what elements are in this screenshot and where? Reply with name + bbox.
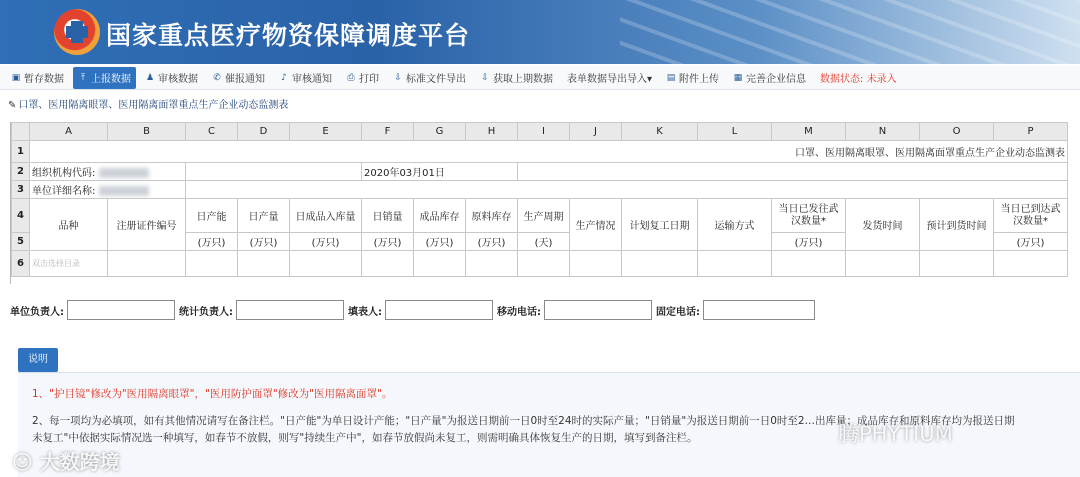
instruction-line-2: 2、每一项均为必填项，如有其他情况请写在备注栏。"日产能"为单日设计产能；"日产量"为报送日期前一日0时至24时的实际产量；"日销量"为报送日期前一日0时至2…出库量；成品库存和原料库存均为报送日期 [32,415,1015,427]
toolbar-button-label: 标准文件导出 [406,74,466,85]
header-cell-J[interactable]: 生产情况 [570,199,622,251]
landline-phone-label: 固定电话: [656,306,700,318]
org-code-label: 组织机构代码: [32,168,96,179]
header-cell-A[interactable]: 品种 [30,199,108,251]
column-header-C[interactable]: C [186,123,238,141]
column-header-L[interactable]: L [698,123,772,141]
user-icon: ♟ [145,72,155,83]
data-cell-A[interactable] [30,251,108,277]
data-cell-M[interactable] [772,251,846,277]
header-cell-O[interactable]: 预计到货时间 [920,199,994,251]
landline-phone-input[interactable] [703,300,815,320]
unit-cell-D[interactable]: (万只) [238,233,290,251]
spreadsheet-table [11,122,1068,277]
column-header-F[interactable]: F [362,123,414,141]
toolbar [0,66,1080,90]
unit-cell-G[interactable]: (万只) [414,233,466,251]
toolbar-button-0[interactable] [6,67,69,89]
row-number: 5 [12,233,30,251]
data-cell-O[interactable] [920,251,994,277]
toolbar-button-label: 表单数据导出导入▾ [567,74,653,85]
data-cell-P[interactable] [994,251,1068,277]
signatory-form [10,299,1080,321]
column-header-B[interactable]: B [108,123,186,141]
sheet-row-4 [12,199,1068,233]
toolbar-button-10[interactable] [728,67,811,89]
toolbar-button-2[interactable] [140,67,203,89]
column-header-D[interactable]: D [238,123,290,141]
column-header-G[interactable]: G [414,123,466,141]
header-cell-K[interactable]: 计划复工日期 [622,199,698,251]
header-cell-F[interactable]: 日销量 [362,199,414,233]
instruction-line-1: 1、"护目镜"修改为"医用隔离眼罩"，"医用防护面罩"修改为"医用隔离面罩"。 [32,388,393,400]
watermark-left: ☺ 大数跨境 [12,450,120,474]
report-date: 2020年03月01日 [362,163,518,181]
unit-cell-I[interactable]: (天) [518,233,570,251]
app-title: 国家重点医疗物资保障调度平台 [106,21,471,50]
data-cell-L[interactable] [698,251,772,277]
variety-placeholder: 双击选择目录 [32,259,80,268]
spreadsheet[interactable] [10,122,1080,284]
sheet-title: 口罩、医用隔离眼罩、医用隔离面罩重点生产企业动态监测表 [30,141,1068,163]
header-cell-I[interactable]: 生产周期 [518,199,570,233]
column-header-O[interactable]: O [920,123,994,141]
mobile-phone-input[interactable] [544,300,652,320]
toolbar-button-7[interactable] [475,67,558,89]
toolbar-button-label: 催报通知 [225,74,265,85]
download-icon: ⇩ [394,72,402,83]
megaphone-icon: ✆ [213,72,221,83]
data-cell-I[interactable] [518,251,570,277]
toolbar-button-label: 附件上传 [679,74,720,85]
stat-leader-input[interactable] [236,300,344,320]
redacted-value [99,186,149,196]
pencil-icon: ✎ [8,100,17,111]
redacted-value [99,168,149,178]
platform-logo-icon [54,9,100,55]
sheet-row-2 [12,163,1068,181]
toolbar-button-3[interactable] [207,67,270,89]
toolbar-button-4[interactable] [274,67,337,89]
sheet-corner[interactable] [12,123,30,141]
watermark-right: 腾PHYTIUM [838,422,953,446]
toolbar-button-label: 审核通知 [292,74,332,85]
toolbar-button-1[interactable] [73,67,136,89]
download-icon: ⇩ [481,72,489,83]
stat-leader-label: 统计负责人: [179,306,233,318]
column-header-J[interactable]: J [570,123,622,141]
column-header-I[interactable]: I [518,123,570,141]
data-cell-K[interactable] [622,251,698,277]
data-status-label [815,67,902,89]
subtitle-text: 口罩、医用隔离眼罩、医用隔离面罩重点生产企业动态监测表 [18,100,289,111]
world-map-background [620,0,1080,64]
toolbar-button-label: 数据状态: 未录入 [820,74,897,85]
data-cell-N[interactable] [846,251,920,277]
column-header-row [12,123,1068,141]
toolbar-button-label: 上报数据 [91,74,131,85]
unit-cell-H[interactable]: (万只) [466,233,518,251]
column-header-M[interactable]: M [772,123,846,141]
row-number: 4 [12,199,30,233]
mobile-phone-label: 移动电话: [497,306,541,318]
unit-cell-F[interactable]: (万只) [362,233,414,251]
data-cell-E[interactable] [290,251,362,277]
toolbar-button-6[interactable] [388,67,471,89]
instruction-line-3: 未复工"中依据实际情况选一种填写，如春节不放假，则写"持续生产中"，如春节放假尚未复工，则需明确具体恢复生产的日期，填写到备注栏。 [32,432,698,444]
building-icon: ▦ [733,72,743,83]
header-cell-G[interactable]: 成品库存 [414,199,466,233]
unit-name-label: 单位详细名称: [32,186,96,197]
header-cell-C[interactable]: 日产能 [186,199,238,233]
row-number: 6 [12,251,30,277]
form-subtitle [8,96,288,111]
org-code-cell[interactable] [30,163,186,181]
sheet-row-1 [12,141,1068,163]
upload-icon: ⤒ [81,72,85,83]
header-cell-P[interactable]: 当日已到达武汉数量* [994,199,1068,233]
filler-label: 填表人: [348,306,382,318]
header-cell-H[interactable]: 原料库存 [466,199,518,233]
toolbar-button-label: 暂存数据 [24,74,64,85]
filler-input[interactable] [385,300,493,320]
bell-icon: ♪ [281,72,287,83]
unit-cell-E[interactable]: (万只) [290,233,362,251]
header-cell-B[interactable]: 注册证件编号 [108,199,186,251]
data-cell-J[interactable] [570,251,622,277]
toolbar-button-label: 审核数据 [158,74,198,85]
header-cell-L[interactable]: 运输方式 [698,199,772,251]
row-number: 2 [12,163,30,181]
column-header-K[interactable]: K [622,123,698,141]
sheet-row-3 [12,181,1068,199]
tab-instructions[interactable]: 说明 [18,348,58,372]
sheet-row-6 [12,251,1068,277]
folder-icon: ▤ [666,72,676,83]
toolbar-button-label: 完善企业信息 [746,74,807,85]
unit-leader-label: 单位负责人: [10,306,64,318]
data-cell-H[interactable] [466,251,518,277]
header-banner [0,0,1080,64]
toolbar-button-label: 获取上期数据 [493,74,553,85]
toolbar-button-5[interactable] [341,67,384,89]
data-cell-C[interactable] [186,251,238,277]
print-icon: ⎙ [347,72,355,83]
row-number: 1 [12,141,30,163]
toolbar-button-8[interactable] [562,67,657,89]
column-header-H[interactable]: H [466,123,518,141]
header-cell-N[interactable]: 发货时间 [846,199,920,251]
column-header-P[interactable]: P [994,123,1068,141]
unit-name-cell[interactable] [30,181,186,199]
data-cell-F[interactable] [362,251,414,277]
toolbar-button-label: 打印 [359,74,379,85]
data-cell-D[interactable] [238,251,290,277]
unit-cell-P[interactable]: (万只) [994,233,1068,251]
column-header-N[interactable]: N [846,123,920,141]
unit-cell-C[interactable]: (万只) [186,233,238,251]
data-cell-B[interactable] [108,251,186,277]
unit-leader-input[interactable] [67,300,175,320]
header-cell-M[interactable]: 当日已发往武汉数量* [772,199,846,233]
column-header-E[interactable]: E [290,123,362,141]
toolbar-button-9[interactable] [661,67,724,89]
unit-cell-M[interactable]: (万只) [772,233,846,251]
column-header-A[interactable]: A [30,123,108,141]
save-icon: ▣ [11,72,21,83]
row-number: 3 [12,181,30,199]
data-cell-G[interactable] [414,251,466,277]
header-cell-D[interactable]: 日产量 [238,199,290,233]
header-cell-E[interactable]: 日成品入库量 [290,199,362,233]
